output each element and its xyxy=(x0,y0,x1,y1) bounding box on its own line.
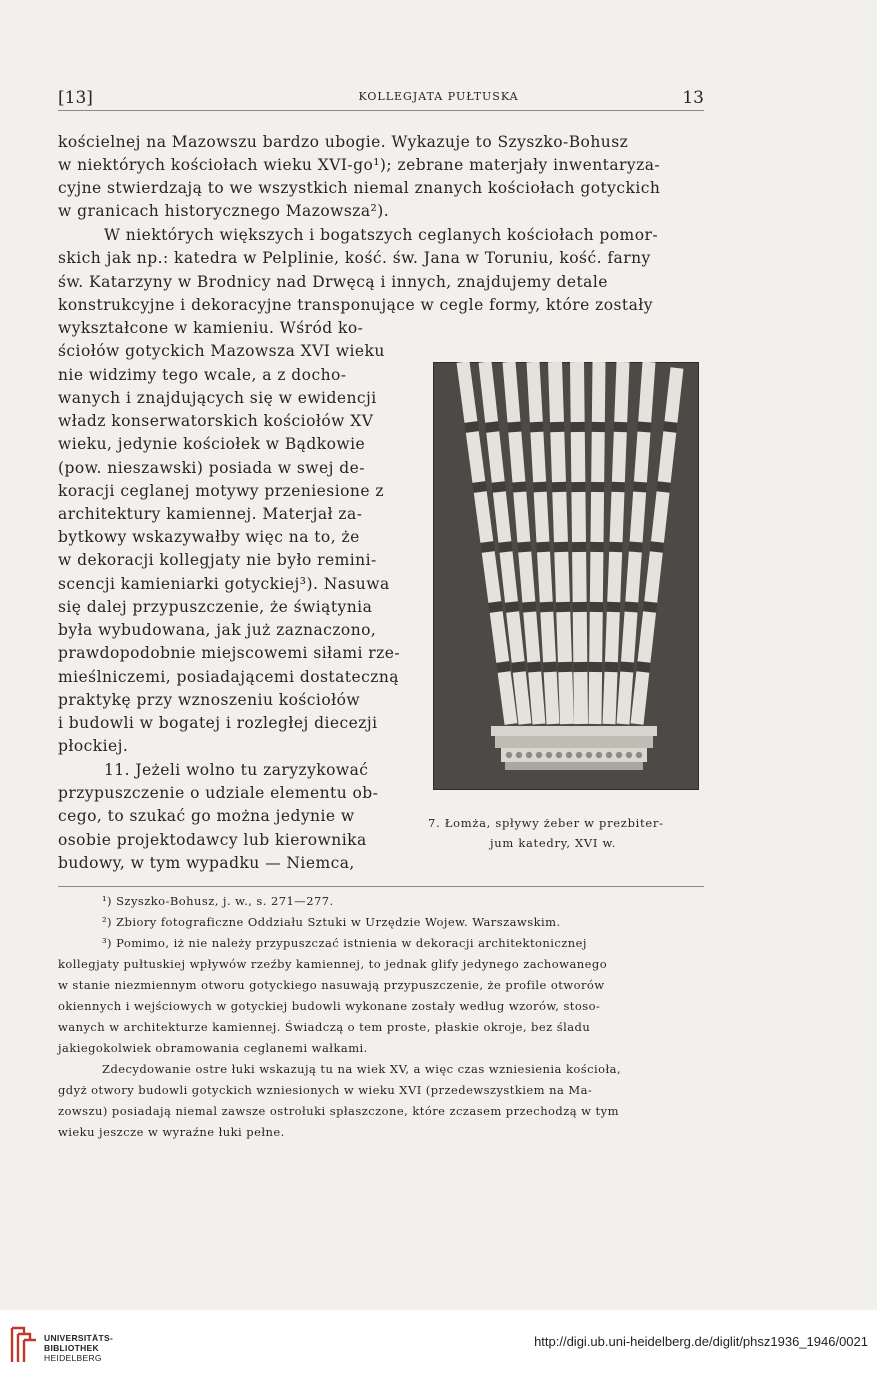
column-line: wieku, jedynie kościołek w Bądkowie xyxy=(58,435,366,453)
rib-band xyxy=(524,542,525,552)
rib-band xyxy=(498,482,499,492)
body-line: w granicach historycznego Mazowsza²). xyxy=(58,202,390,220)
dentil xyxy=(596,752,602,758)
figure-photo xyxy=(433,362,699,790)
rib-band xyxy=(471,422,472,432)
rib-band xyxy=(640,482,641,492)
rib-band xyxy=(550,662,551,672)
logo-text: UNIVERSITÄTS- xyxy=(44,1333,114,1343)
rib-band xyxy=(512,602,513,612)
column-line: (pow. nieszawski) posiada w swej de- xyxy=(58,459,365,477)
footnote-line: kollegjaty pułtuskiej wpływów rzeźby kamiennej, to jednak glify jedynego zachowanego xyxy=(58,957,608,971)
figure-caption: 7. Łomża, spływy żeber w prezbiter- xyxy=(428,816,664,830)
column-line: bytkowy wskazywałby więc na to, że xyxy=(58,528,360,546)
rib-band xyxy=(487,542,488,552)
column-line: koracji ceglanej motywy przeniesione z xyxy=(58,482,384,500)
body-line: skich jak np.: katedra w Pelplinie, kość. św. Jana w Toruniu, kość. farny xyxy=(58,249,651,267)
rib-band xyxy=(505,542,506,552)
logo-text: HEIDELBERG xyxy=(44,1353,102,1363)
footnote-rule xyxy=(58,886,704,887)
column-line: budowy, w tym wypadku — Niemca, xyxy=(58,854,355,872)
corbel-frieze xyxy=(501,748,647,762)
logo-text: BIBLIOTHEK xyxy=(44,1343,99,1353)
dentil xyxy=(526,752,532,758)
column-line: ściołów gotyckich Mazowsza XVI wieku xyxy=(58,342,385,360)
column-line: wykształcone w kamieniu. Wśród ko- xyxy=(58,319,364,337)
column-line: i budowli w bogatej i rozległej diecezji xyxy=(58,714,378,732)
rib-band xyxy=(631,602,632,612)
footnote-line: wanych w architekturze kamiennej. Świadczą o tem proste, płaskie okroje, bez śladu xyxy=(58,1020,591,1034)
rib-band xyxy=(650,602,651,612)
footnote-line: ²) Zbiory fotograficzne Oddziału Sztuki w Urzędzie Wojew. Warszawskim. xyxy=(102,915,561,929)
column-line: się dalej przypuszczenie, że świątynia xyxy=(58,598,373,616)
rib-band xyxy=(546,602,547,612)
corbel-base xyxy=(505,762,643,770)
rib-band xyxy=(635,542,636,552)
column-line: władz konserwatorskich kościołów XV xyxy=(58,412,374,430)
dentil xyxy=(636,752,642,758)
footnote-line: okiennych i wejściowych w gotyckiej budowli wykonane zostały według wzorów, stoso- xyxy=(58,999,601,1013)
library-logo-icon[interactable] xyxy=(8,1322,40,1366)
column-line: w dekoracji kollegjaty nie było remini- xyxy=(58,551,377,569)
dentil xyxy=(536,752,542,758)
body-line: cyjne stwierdzają to we wszystkich niemal znanych kościołach gotyckich xyxy=(58,179,661,197)
column-line: mieślniczemi, posiadającemi dostateczną xyxy=(58,668,399,686)
rib-band xyxy=(656,542,657,552)
rib-band xyxy=(503,662,504,672)
dentil xyxy=(606,752,612,758)
footnote-line: jakiegokolwiek obramowania ceglanemi wałkami. xyxy=(58,1041,368,1055)
header-rule xyxy=(58,110,704,111)
rib-band xyxy=(495,602,496,612)
column-line: architektury kamiennej. Materjał za- xyxy=(58,505,363,523)
column-line: była wybudowana, jak już zaznaczono, xyxy=(58,621,377,639)
rib-band xyxy=(492,422,493,432)
column-line: nie widzimy tego wcale, a z docho- xyxy=(58,366,347,384)
figure-caption: jum katedry, XVI w. xyxy=(490,836,617,850)
footnote-line: gdyż otwory budowli gotyckich wzniesionych w wieku XVI (przedewszystkiem na Ma- xyxy=(58,1083,593,1097)
column-line: przypuszczenie o udziale elementu ob- xyxy=(58,784,379,802)
rib-band xyxy=(536,422,537,432)
rib-band xyxy=(643,662,644,672)
body-line: w niektórych kościołach wieku XVI-go¹); zebrane materjały inwentaryza- xyxy=(58,156,661,174)
footnote-line: Zdecydowanie ostre łuki wskazują tu na wiek XV, a więc czas wzniesienia kościoła, xyxy=(102,1062,622,1076)
rib-band xyxy=(514,422,515,432)
body-line: W niektórych większych i bogatszych ceglanych kościołach pomor- xyxy=(104,226,659,244)
rib-band xyxy=(644,422,645,432)
dentil xyxy=(566,752,572,758)
dentil xyxy=(546,752,552,758)
dentil xyxy=(626,752,632,758)
body-line: kościelnej na Mazowszu bardzo ubogie. Wykazuje to Szyszko-Bohusz xyxy=(58,133,629,151)
column-line: praktykę przy wznoszeniu kościołów xyxy=(58,691,361,709)
rib-band xyxy=(519,482,520,492)
dentil xyxy=(506,752,512,758)
page-number: 13 xyxy=(682,88,704,108)
column-line: scencji kamieniarki gotyckiej³). Nasuwa xyxy=(58,575,390,593)
dentil xyxy=(616,752,622,758)
column-line: 11. Jeżeli wolno tu zaryzykować xyxy=(104,761,369,779)
rib-band xyxy=(479,482,480,492)
running-title: KOLLEGJATA PUŁTUSKA xyxy=(358,90,519,103)
footnote-line: wieku jeszcze w wyraźne łuki pełne. xyxy=(58,1125,285,1139)
dentil xyxy=(516,752,522,758)
dentil xyxy=(576,752,582,758)
rib-band xyxy=(663,482,664,492)
rib-band xyxy=(670,422,671,432)
dentil xyxy=(556,752,562,758)
bracket-page-number: [13] xyxy=(58,88,93,108)
rib-band xyxy=(540,482,541,492)
column-line: wanych i znajdujących się w ewidencji xyxy=(58,389,377,407)
rib-band xyxy=(534,662,535,672)
column-line: płockiej. xyxy=(58,737,129,755)
body-line: św. Katarzyny w Brodnicy nad Drwęcą i innych, znajdujemy detale xyxy=(58,273,608,291)
column-line: prawdopodobnie miejscowemi siłami rze- xyxy=(58,644,401,662)
body-line: konstrukcyjne i dekoracyjne transponujące w cegle formy, które zostały xyxy=(58,296,653,314)
rib-band xyxy=(529,602,530,612)
footnote-line: ¹) Szyszko-Bohusz, j. w., s. 271—277. xyxy=(102,894,334,908)
rib-band xyxy=(627,662,628,672)
footnote-line: w stanie niezmiennym otworu gotyckiego nasuwają przypuszczenie, że profile otworów xyxy=(58,978,605,992)
footnote-line: ³) Pomimo, iż nie należy przypuszczać istnienia w dekoracji architektonicznej xyxy=(102,936,587,950)
rib-band xyxy=(543,542,544,552)
corbel-molding xyxy=(495,736,653,748)
dentil xyxy=(586,752,592,758)
source-url-link[interactable]: http://digi.ub.uni-heidelberg.de/diglit/phsz1936_1946/0021 xyxy=(534,1334,868,1349)
corbel-cap xyxy=(491,726,657,736)
column-line: osobie projektodawcy lub kierownika xyxy=(58,831,367,849)
column-line: cego, to szukać go można jedynie w xyxy=(58,807,355,825)
footnote-line: zowszu) posiadają niemal zawsze ostrołuki spłaszczone, które zczasem przechodzą w tym xyxy=(58,1104,619,1118)
rib-band xyxy=(518,662,519,672)
